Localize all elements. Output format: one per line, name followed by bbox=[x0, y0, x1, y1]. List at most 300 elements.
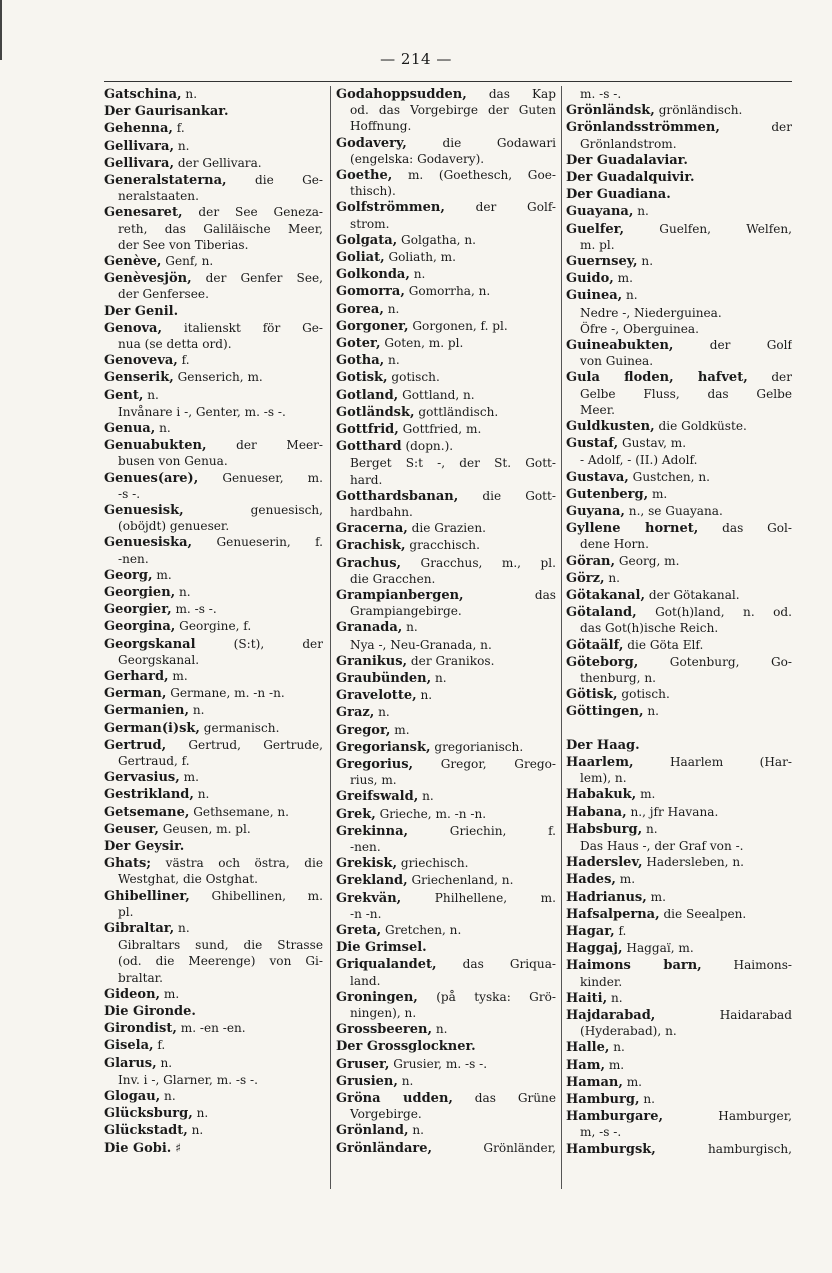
entry-headword: Der Guadalaviar. bbox=[566, 152, 688, 168]
entry-headword: Haggaj, bbox=[566, 941, 623, 957]
entry-definition: m. -s -. bbox=[171, 602, 217, 617]
entry-headword: Gregorius, bbox=[336, 756, 414, 772]
entry-headword: Glarus, bbox=[104, 1055, 157, 1071]
entry-definition: hamburgisch, bbox=[655, 1141, 792, 1156]
dictionary-entry bbox=[104, 567, 323, 584]
entry-headword: Habakuk, bbox=[566, 787, 637, 803]
entry-definition: n. bbox=[431, 670, 447, 685]
dictionary-entry bbox=[104, 1105, 323, 1122]
entry-definition: -nen. bbox=[118, 551, 149, 566]
entry-definition: thisch). bbox=[350, 184, 396, 199]
entry-definition: Genueserin, f. bbox=[192, 535, 323, 550]
entry-definition: (od. die Meerenge) von Gi- bbox=[118, 954, 323, 969]
dictionary-entry bbox=[336, 890, 556, 906]
dictionary-entry bbox=[336, 788, 556, 805]
dictionary-entry bbox=[566, 520, 792, 536]
entry-headword: Der Gaurisankar. bbox=[104, 104, 229, 120]
entry-definition: Gomorrha, n. bbox=[404, 284, 491, 299]
entry-definition: -nen. bbox=[350, 839, 381, 854]
entry-continuation bbox=[336, 102, 556, 118]
dictionary-entry bbox=[566, 203, 792, 220]
entry-definition: das bbox=[463, 587, 556, 602]
dictionary-entry bbox=[104, 702, 323, 719]
dictionary-entry bbox=[104, 204, 323, 220]
entry-headword: Gustava, bbox=[566, 469, 629, 485]
entry-headword: Graubünden, bbox=[336, 670, 432, 686]
entry-headword: Georgier, bbox=[104, 602, 172, 618]
entry-continuation bbox=[104, 453, 323, 469]
entry-definition: Haidarabad bbox=[655, 1008, 792, 1022]
entry-definition: Goten, m. pl. bbox=[380, 335, 464, 350]
entry-continuation bbox=[336, 1106, 556, 1122]
dictionary-entry bbox=[336, 1021, 556, 1038]
entry-headword: Hafsalperna, bbox=[566, 906, 660, 922]
entry-definition: n. bbox=[402, 620, 418, 635]
entry-definition: Nedre -, Niederguinea. bbox=[580, 305, 722, 320]
entry-definition: dene Horn. bbox=[580, 537, 649, 552]
entry-headword: Gorgoner, bbox=[336, 318, 409, 334]
entry-definition: n. bbox=[383, 301, 400, 316]
entry-continuation bbox=[104, 237, 323, 253]
dictionary-entry bbox=[104, 618, 323, 635]
entry-definition: der Meer- bbox=[206, 438, 323, 453]
entry-definition: thenburg, n. bbox=[580, 670, 656, 685]
entry-definition: rius, m. bbox=[350, 773, 397, 788]
entry-definition: gregorianisch. bbox=[430, 739, 524, 754]
entry-headword: Grekland, bbox=[336, 873, 408, 889]
entry-headword: Glogau, bbox=[104, 1088, 161, 1104]
entry-continuation bbox=[566, 838, 792, 854]
entry-headword: Haimons barn, bbox=[566, 958, 702, 974]
entry-definition: n. bbox=[622, 288, 638, 303]
entry-definition: germanisch. bbox=[199, 720, 280, 735]
entry-definition: gotisch. bbox=[387, 370, 440, 385]
entry-headword: Der Haag. bbox=[566, 737, 640, 753]
entry-headword: Gotland, bbox=[336, 387, 399, 403]
dictionary-entry bbox=[104, 986, 323, 1003]
dictionary-entry bbox=[336, 369, 556, 386]
entry-headword: Hadrianus, bbox=[566, 889, 647, 905]
dictionary-entry bbox=[336, 653, 556, 670]
entry-definition: die Gott- bbox=[458, 488, 556, 503]
dictionary-entry bbox=[566, 654, 792, 670]
entry-continuation bbox=[104, 970, 323, 986]
dictionary-entry bbox=[104, 737, 323, 753]
entry-definition: m. bbox=[636, 787, 656, 802]
dictionary-entry bbox=[566, 1057, 792, 1074]
entry-definition: die Godawari bbox=[406, 135, 556, 150]
dictionary-entry bbox=[336, 404, 556, 421]
entry-headword: Gula floden, hafvet, bbox=[566, 370, 748, 386]
entry-headword: Grekvän, bbox=[336, 890, 402, 906]
entry-definition: genuesisch, bbox=[183, 502, 323, 517]
entry-continuation bbox=[104, 652, 323, 668]
dictionary-entry bbox=[336, 520, 556, 537]
entry-definition: der See Geneza- bbox=[182, 205, 323, 220]
entry-definition: m. bbox=[646, 889, 666, 904]
dictionary-entry bbox=[104, 369, 323, 386]
entry-headword: Gotha, bbox=[336, 353, 385, 369]
entry-definition: n. bbox=[181, 87, 198, 101]
entry-definition: -s -. bbox=[118, 486, 141, 501]
entry-continuation bbox=[566, 353, 792, 369]
entry-continuation bbox=[336, 118, 556, 134]
entry-definition: n. bbox=[193, 787, 210, 802]
entry-definition: Georgine, f. bbox=[175, 619, 252, 634]
entry-definition: das Grüne bbox=[452, 1090, 556, 1105]
entry-headword: Georgien, bbox=[104, 584, 176, 600]
entry-headword: Haiti, bbox=[566, 990, 608, 1006]
entry-headword: Golkonda, bbox=[336, 267, 410, 283]
entry-definition: nua (se detta ord). bbox=[118, 336, 232, 351]
entry-continuation bbox=[336, 839, 556, 855]
entry-continuation bbox=[104, 518, 323, 534]
entry-headword: Georgskanal bbox=[104, 636, 196, 652]
dictionary-entry bbox=[566, 186, 792, 203]
entry-headword: Die Gironde. bbox=[104, 1003, 196, 1019]
entry-headword: Göttingen, bbox=[566, 704, 644, 720]
entry-definition: der Genfer See, bbox=[191, 271, 323, 286]
entry-headword: Genova, bbox=[104, 320, 162, 336]
entry-definition: f. bbox=[172, 121, 185, 136]
dictionary-entry bbox=[566, 1007, 792, 1023]
entry-headword: Haderslev, bbox=[566, 855, 643, 871]
dictionary-entry bbox=[336, 1122, 556, 1139]
entry-definition: der Götakanal. bbox=[644, 588, 740, 602]
entry-headword: Ham, bbox=[566, 1057, 605, 1073]
entry-definition: m. bbox=[615, 872, 636, 887]
entry-headword: Goliat, bbox=[336, 249, 385, 265]
entry-headword: Georg, bbox=[104, 567, 153, 583]
entry-continuation bbox=[336, 504, 556, 520]
entry-definition: n., jfr Havana. bbox=[626, 804, 719, 819]
entry-headword: Granada, bbox=[336, 620, 403, 636]
entry-definition: n. bbox=[156, 1055, 173, 1070]
entry-continuation bbox=[566, 770, 792, 786]
entry-definition: gracchisch. bbox=[405, 538, 480, 553]
entry-definition: hard. bbox=[350, 472, 383, 487]
entry-headword: Gracerna, bbox=[336, 521, 408, 537]
dictionary-entry bbox=[104, 303, 323, 320]
entry-definition: Haarlem (Har- bbox=[633, 754, 792, 769]
entry-continuation bbox=[104, 286, 323, 302]
entry-headword: Gellivara, bbox=[104, 138, 174, 154]
entry-headword: Guido, bbox=[566, 271, 614, 287]
entry-headword: Godahoppsudden, bbox=[336, 87, 467, 102]
entry-headword: Genua, bbox=[104, 420, 156, 436]
dictionary-entry bbox=[566, 1074, 792, 1091]
entry-definition: ningen), n. bbox=[350, 1005, 417, 1020]
entry-headword: Die Grimsel. bbox=[336, 940, 427, 956]
dictionary-entry bbox=[566, 102, 792, 119]
entry-headword: Glückstadt, bbox=[104, 1123, 188, 1139]
entry-definition: m. bbox=[613, 271, 633, 286]
dictionary-entry bbox=[566, 553, 792, 570]
entry-headword: Hamburgsk, bbox=[566, 1141, 656, 1157]
entry-definition: m. bbox=[622, 1074, 643, 1089]
dictionary-entry bbox=[336, 619, 556, 636]
entry-definition: Nya -, Neu-Granada, n. bbox=[350, 637, 492, 652]
entry-headword: Graz, bbox=[336, 705, 375, 721]
entry-headword: Genesaret, bbox=[104, 205, 183, 221]
entry-continuation bbox=[566, 402, 792, 418]
entry-headword: Hagar, bbox=[566, 924, 615, 939]
dictionary-entry bbox=[566, 754, 792, 770]
entry-definition: od. das Vorgebirge der Guten bbox=[350, 103, 556, 118]
dictionary-entry bbox=[104, 470, 323, 486]
dictionary-entry bbox=[336, 232, 556, 249]
entry-definition: m. (Goethesch, Goe- bbox=[392, 167, 556, 182]
entry-headword: Die Gobi. bbox=[104, 1140, 172, 1156]
dictionary-entry bbox=[336, 722, 556, 739]
dictionary-entry bbox=[104, 172, 323, 188]
dictionary-entry bbox=[104, 1037, 323, 1054]
dictionary-entry bbox=[104, 437, 323, 453]
entry-headword: Goethe, bbox=[336, 167, 393, 183]
entry-definition: n. bbox=[384, 353, 400, 368]
dictionary-entry bbox=[566, 923, 792, 940]
entry-definition: Griechin, f. bbox=[408, 823, 556, 838]
entry-definition: land. bbox=[350, 973, 381, 988]
entry-headword: Gerhard, bbox=[104, 668, 169, 684]
entry-headword: Gotländsk, bbox=[336, 404, 415, 420]
dictionary-entry bbox=[104, 668, 323, 685]
dictionary-entry bbox=[104, 253, 323, 270]
entry-definition: der Golf bbox=[673, 338, 792, 353]
entry-headword: Grek, bbox=[336, 806, 376, 822]
entry-definition: Invånare i -, Genter, m. -s -. bbox=[118, 404, 286, 419]
dictionary-entry bbox=[336, 939, 556, 956]
entry-definition: der Genfersee. bbox=[118, 287, 209, 302]
entry-headword: Habana, bbox=[566, 804, 627, 820]
dictionary-entry bbox=[566, 804, 792, 821]
entry-headword: Genues(are), bbox=[104, 470, 199, 486]
entry-headword: Generalstaterna, bbox=[104, 173, 227, 189]
dictionary-entry bbox=[104, 86, 323, 103]
dictionary-column-3 bbox=[566, 86, 792, 1186]
entry-definition: Gregor, Grego- bbox=[413, 756, 556, 771]
entry-definition: Grieche, m. -n -n. bbox=[375, 806, 487, 821]
entry-definition: Gustchen, n. bbox=[628, 469, 711, 484]
dictionary-entry bbox=[336, 167, 556, 183]
dictionary-entry bbox=[566, 703, 792, 720]
entry-definition: Got(h)land, n. od. bbox=[636, 605, 792, 620]
entry-definition: n. bbox=[432, 1022, 448, 1037]
entry-definition: Hamburger, bbox=[663, 1109, 792, 1124]
entry-definition: m. -en -en. bbox=[176, 1021, 246, 1036]
dictionary-entry bbox=[336, 387, 556, 404]
entry-definition: der bbox=[747, 370, 792, 385]
entry-continuation bbox=[104, 871, 323, 887]
dictionary-entry bbox=[336, 352, 556, 369]
dictionary-entry bbox=[566, 221, 792, 237]
entry-definition: m. bbox=[152, 567, 172, 582]
entry-headword: Der Genil. bbox=[104, 303, 179, 319]
entry-definition: Vorgebirge. bbox=[350, 1107, 422, 1122]
entry-definition: n. bbox=[374, 705, 390, 720]
entry-headword: Gotthard bbox=[336, 439, 402, 455]
dictionary-entry bbox=[566, 253, 792, 270]
dictionary-entry bbox=[336, 438, 556, 455]
dictionary-column-1 bbox=[104, 86, 323, 1186]
dictionary-entry bbox=[336, 687, 556, 704]
entry-definition: (oböjdt) genueser. bbox=[118, 519, 230, 534]
entry-definition: Guelfen, Welfen, bbox=[624, 221, 792, 236]
entry-definition: - Adolf, - (II.) Adolf. bbox=[580, 453, 698, 468]
entry-definition: der Golf- bbox=[444, 200, 556, 215]
entry-headword: Gröna udden, bbox=[336, 1090, 453, 1106]
entry-definition: f. bbox=[153, 1038, 166, 1053]
entry-headword: Gent, bbox=[104, 387, 144, 403]
dictionary-entry bbox=[566, 486, 792, 503]
entry-headword: Guldkusten, bbox=[566, 418, 655, 434]
entry-continuation bbox=[336, 455, 556, 471]
entry-headword: Gatschina, bbox=[104, 87, 182, 102]
dictionary-entry bbox=[566, 604, 792, 620]
entry-definition: Philhellene, m. bbox=[401, 890, 556, 905]
entry-headword: Haman, bbox=[566, 1074, 623, 1090]
entry-headword: Grekisk, bbox=[336, 856, 398, 872]
dictionary-entry bbox=[566, 889, 792, 906]
entry-definition: das Griqua- bbox=[436, 957, 556, 972]
dictionary-entry bbox=[566, 871, 792, 888]
entry-definition: grönländisch. bbox=[654, 103, 743, 118]
entry-definition: Inv. i -, Glarner, m. -s -. bbox=[118, 1072, 258, 1087]
entry-definition: n. bbox=[175, 584, 191, 599]
entry-headword: Guernsey, bbox=[566, 254, 638, 269]
entry-definition: Hoffnung. bbox=[350, 119, 412, 134]
entry-continuation bbox=[104, 221, 323, 237]
entry-continuation bbox=[566, 536, 792, 552]
entry-definition: n. bbox=[397, 1073, 414, 1088]
entry-definition: lem), n. bbox=[580, 771, 627, 786]
entry-continuation bbox=[566, 237, 792, 253]
entry-continuation bbox=[104, 486, 323, 502]
entry-definition: hardbahn. bbox=[350, 504, 413, 519]
entry-definition: Gottfried, m. bbox=[398, 421, 482, 436]
entry-headword: Ghibelliner, bbox=[104, 888, 190, 904]
dictionary-entry bbox=[336, 555, 556, 571]
dictionary-entry bbox=[104, 120, 323, 137]
entry-continuation bbox=[566, 1124, 792, 1140]
entry-continuation bbox=[336, 151, 556, 167]
dictionary-entry bbox=[336, 956, 556, 972]
entry-definition: n. bbox=[416, 688, 433, 703]
entry-headword: Gutenberg, bbox=[566, 486, 649, 502]
dictionary-entry bbox=[104, 352, 323, 369]
dictionary-entry bbox=[336, 989, 556, 1005]
dictionary-entry bbox=[336, 872, 556, 889]
entry-definition: Gracchus, m., pl. bbox=[401, 555, 556, 570]
column-divider-1 bbox=[330, 86, 331, 1189]
entry-definition: Gibraltars sund, die Strasse bbox=[118, 938, 323, 953]
dictionary-entry bbox=[104, 685, 323, 702]
entry-definition: f. bbox=[177, 353, 190, 368]
entry-continuation bbox=[104, 904, 323, 920]
entry-definition: m. pl. bbox=[580, 237, 615, 252]
entry-headword: Gestrikland, bbox=[104, 787, 194, 803]
entry-headword: Gotthardsbanan, bbox=[336, 488, 459, 504]
entry-headword: Habsburg, bbox=[566, 821, 643, 837]
dictionary-entry bbox=[104, 534, 323, 550]
entry-definition: Gethsemane, n. bbox=[189, 804, 290, 819]
entry-definition: m, -s -. bbox=[580, 1125, 622, 1140]
page-number: — 214 — bbox=[380, 50, 452, 68]
column-divider-2 bbox=[561, 86, 562, 1189]
dictionary-entry bbox=[336, 135, 556, 151]
entry-definition: busen von Genua. bbox=[118, 454, 228, 469]
entry-definition: n. bbox=[187, 1123, 204, 1138]
entry-headword: Gyllene hornet, bbox=[566, 521, 699, 537]
entry-definition: västra och östra, die bbox=[151, 856, 323, 871]
entry-definition: strom. bbox=[350, 216, 390, 231]
dictionary-entry bbox=[104, 636, 323, 652]
dictionary-entry bbox=[566, 821, 792, 838]
entry-headword: Germanien, bbox=[104, 703, 190, 719]
entry-definition: Grusier, m. -s -. bbox=[389, 1056, 488, 1071]
entry-headword: Gottfrid, bbox=[336, 421, 399, 437]
dictionary-entry bbox=[336, 823, 556, 839]
dictionary-entry bbox=[336, 806, 556, 823]
dictionary-entry bbox=[566, 587, 792, 604]
entry-definition: Westghat, die Ostghat. bbox=[118, 872, 258, 887]
dictionary-entry bbox=[336, 86, 556, 102]
entry-headword: Gorea, bbox=[336, 301, 384, 317]
entry-continuation bbox=[336, 772, 556, 788]
entry-headword: Hamburg, bbox=[566, 1092, 640, 1107]
entry-definition: n. bbox=[637, 254, 654, 268]
dictionary-entry bbox=[566, 957, 792, 973]
entry-headword: Girondist, bbox=[104, 1021, 177, 1037]
entry-headword: Getsemane, bbox=[104, 804, 190, 820]
entry-definition: kinder. bbox=[580, 974, 623, 989]
entry-continuation bbox=[104, 937, 323, 953]
dictionary-entry bbox=[566, 119, 792, 135]
entry-definition: ♯ bbox=[171, 1140, 182, 1155]
entry-headword: Görz, bbox=[566, 570, 605, 586]
entry-headword: Georgina, bbox=[104, 619, 176, 635]
entry-headword: Der Geysir. bbox=[104, 838, 185, 854]
entry-continuation bbox=[336, 637, 556, 653]
entry-definition: m. bbox=[605, 1057, 625, 1072]
entry-continuation bbox=[104, 404, 323, 420]
dictionary-entry bbox=[566, 169, 792, 186]
entry-definition: n. bbox=[604, 570, 621, 585]
entry-continuation bbox=[336, 472, 556, 488]
entry-headword: Gideon, bbox=[104, 986, 161, 1002]
entry-definition: n. bbox=[155, 420, 171, 435]
entry-headword: Grusien, bbox=[336, 1073, 398, 1089]
entry-headword: Guayana, bbox=[566, 204, 634, 220]
entry-definition: n. bbox=[174, 920, 190, 935]
entry-definition: italienskt för Ge- bbox=[162, 320, 323, 335]
entry-headword: Gruser, bbox=[336, 1056, 390, 1072]
entry-definition: m. bbox=[648, 486, 668, 501]
entry-continuation bbox=[566, 321, 792, 337]
entry-definition: Grönländer, bbox=[432, 1140, 556, 1155]
header-rule bbox=[104, 81, 792, 82]
entry-headword: Grachisk, bbox=[336, 538, 406, 554]
entry-definition: Genf, n. bbox=[161, 253, 214, 268]
dictionary-entry bbox=[336, 739, 556, 756]
entry-continuation bbox=[336, 216, 556, 232]
entry-headword: Genoveva, bbox=[104, 353, 178, 369]
entry-definition: Georgskanal. bbox=[118, 652, 200, 667]
entry-definition: (engelska: Godavery). bbox=[350, 151, 485, 166]
dictionary-entry bbox=[104, 1055, 323, 1072]
entry-headword: Haarlem, bbox=[566, 754, 634, 770]
entry-headword: Gregoriansk, bbox=[336, 739, 431, 755]
